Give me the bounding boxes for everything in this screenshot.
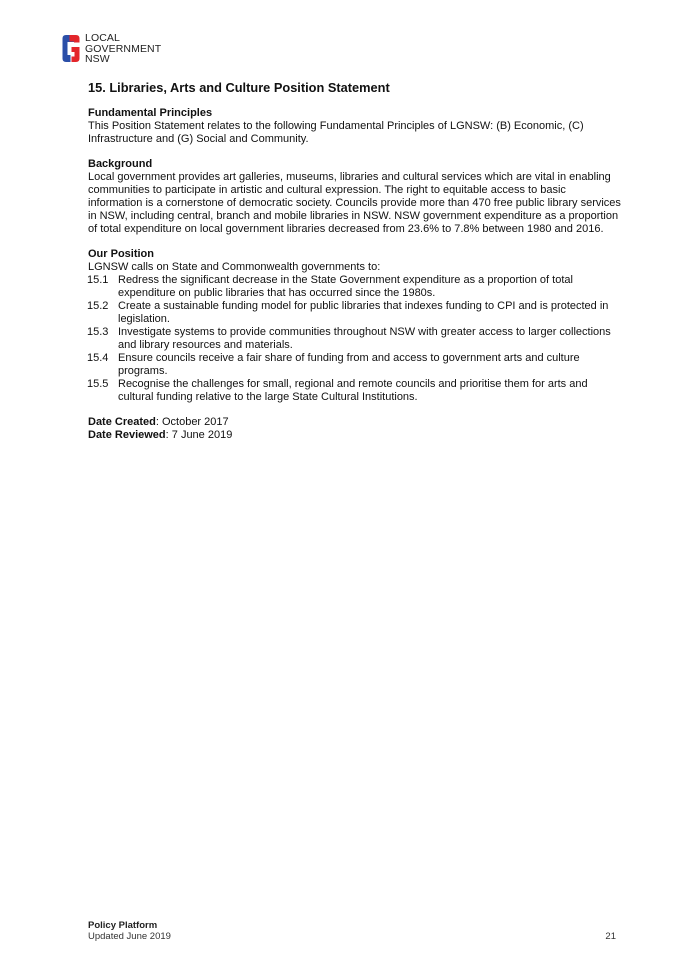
list-item-number: 15.1 bbox=[87, 274, 109, 286]
list-item bbox=[87, 274, 623, 300]
list-item bbox=[87, 300, 623, 326]
list-item bbox=[87, 352, 623, 378]
list-item-text: Create a sustainable funding model for public libraries that indexes funding to CPI and is protected in legislation. bbox=[118, 300, 609, 325]
our-position-heading: Our Position bbox=[88, 248, 154, 260]
date-reviewed-label: Date Reviewed bbox=[88, 429, 166, 441]
list-item-number: 15.5 bbox=[87, 378, 109, 390]
background-heading: Background bbox=[88, 158, 153, 170]
date-created-label: Date Created bbox=[88, 416, 156, 428]
list-item bbox=[87, 326, 623, 352]
logo-line-nsw: NSW bbox=[85, 53, 110, 65]
position-list bbox=[88, 274, 623, 404]
page-number: 21 bbox=[605, 931, 616, 942]
lgnsw-logo bbox=[61, 33, 161, 65]
footer-brand: Policy Platform bbox=[88, 920, 158, 931]
our-position-intro: LGNSW calls on State and Commonwealth governments to: bbox=[88, 261, 381, 273]
fundamental-principles-text: This Position Statement relates to the following Fundamental Principles of LGNSW: (B) Economic, (C) Infrastructure and (G) Social and Community. bbox=[88, 120, 584, 145]
logo-line-government: GOVERNMENT bbox=[85, 42, 162, 55]
page-footer bbox=[88, 920, 616, 942]
logo-line-local: LOCAL bbox=[85, 32, 120, 44]
background-text: Local government provides art galleries, museums, libraries and cultural services which are vital in enabling communities to participate in artistic and cultural expression. The right to equitable access to basic information is a cornerstone of democratic society. Councils provide more than 470 free public library services in NSW, including central, branch and mobile libraries in NSW. NSW government expenditure as a proportion of total expenditure on local government libraries decreased from 23.6% to 7.8% between 1980 and 2016. bbox=[88, 171, 621, 235]
logo-wordmark bbox=[85, 33, 161, 65]
list-item-number: 15.2 bbox=[87, 300, 109, 312]
fundamental-principles-heading: Fundamental Principles bbox=[88, 107, 213, 119]
list-item-text: Ensure councils receive a fair share of funding from and access to government arts and culture programs. bbox=[118, 352, 580, 377]
position-statement bbox=[88, 80, 623, 442]
list-item bbox=[87, 378, 623, 404]
list-item-number: 15.4 bbox=[87, 352, 109, 364]
page-title: 15. Libraries, Arts and Culture Position Statement bbox=[88, 80, 390, 95]
list-item-number: 15.3 bbox=[87, 326, 109, 338]
footer-updated: Updated June 2019 bbox=[88, 931, 171, 942]
list-item-text: Redress the significant decrease in the State Government expenditure as a proportion of total expenditure on public libraries that has occurred since the 1980s. bbox=[118, 274, 573, 299]
date-reviewed bbox=[88, 429, 623, 442]
list-item-text: Recognise the challenges for small, regional and remote councils and prioritise them for arts and cultural funding relative to the large State Cultural Institutions. bbox=[118, 378, 588, 403]
date-reviewed-value: : 7 June 2019 bbox=[165, 429, 233, 441]
date-created bbox=[88, 416, 623, 429]
list-item-text: Investigate systems to provide communities throughout NSW with greater access to larger collections and library resources and materials. bbox=[118, 326, 611, 351]
date-created-value: : October 2017 bbox=[155, 416, 229, 428]
lgnsw-g-icon bbox=[61, 33, 81, 64]
